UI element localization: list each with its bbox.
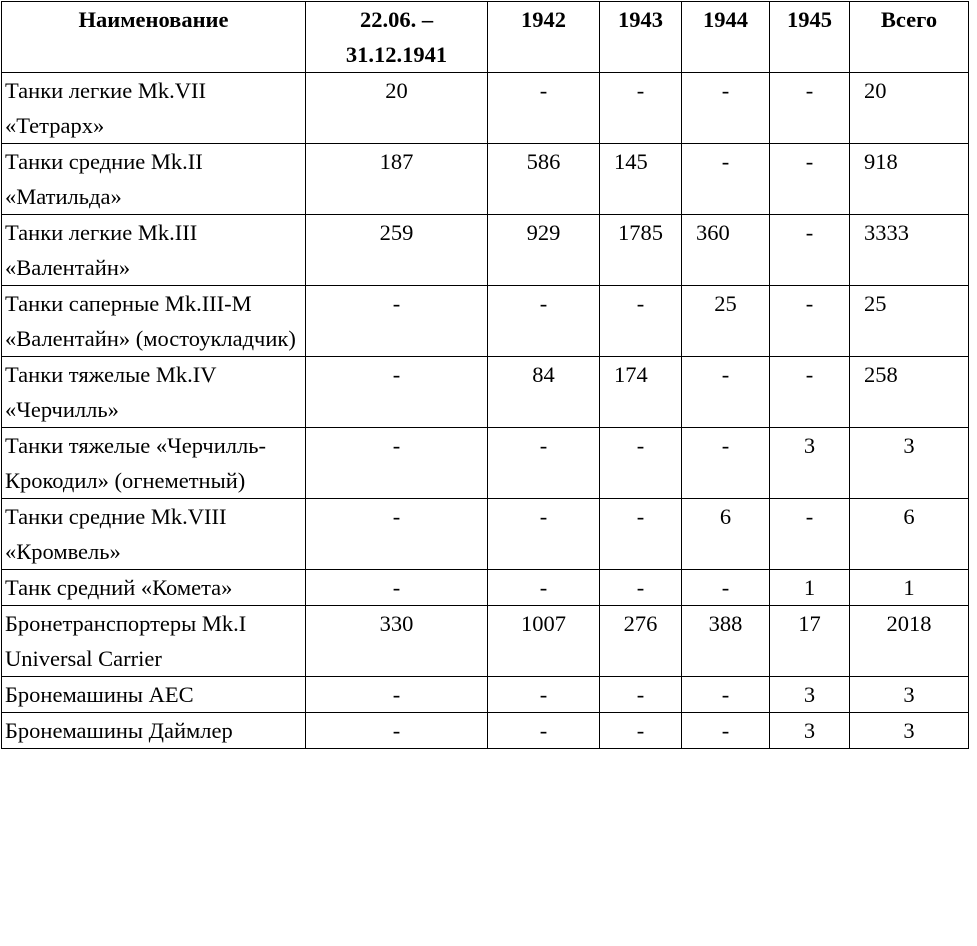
- cell-year-1941: 187: [306, 144, 488, 215]
- cell-year-1943: -: [600, 286, 682, 357]
- cell-year-1941: -: [306, 428, 488, 499]
- table-row: [2, 570, 969, 606]
- header-1945: 1945: [770, 2, 850, 73]
- cell-year-1945: 3: [770, 677, 850, 713]
- row-name-cell: Танк средний «Комета»: [2, 570, 306, 606]
- cell-year-1943: -: [600, 73, 682, 144]
- row-name-cell: Танки тяжелые Mk.IV «Черчилль»: [2, 357, 306, 428]
- table-row: [2, 677, 969, 713]
- cell-year-1942: 586: [488, 144, 600, 215]
- cell-year-1945: 1: [770, 570, 850, 606]
- cell-year-1942: -: [488, 713, 600, 749]
- table-row: [2, 499, 969, 570]
- cell-year-1945: -: [770, 73, 850, 144]
- supply-table: [1, 1, 969, 749]
- cell-year-1941: 20: [306, 73, 488, 144]
- cell-year-1945: -: [770, 215, 850, 286]
- cell-year-1942: -: [488, 73, 600, 144]
- cell-total: 2018: [850, 606, 969, 677]
- cell-year-1943: -: [600, 428, 682, 499]
- cell-year-1942: -: [488, 499, 600, 570]
- cell-year-1944: -: [682, 428, 770, 499]
- cell-year-1942: -: [488, 428, 600, 499]
- table-body: [2, 73, 969, 749]
- cell-year-1942: 1007: [488, 606, 600, 677]
- cell-year-1943: -: [600, 677, 682, 713]
- header-period-1941: [306, 2, 488, 73]
- cell-total: 6: [850, 499, 969, 570]
- cell-total: 25: [850, 286, 969, 357]
- cell-year-1945: -: [770, 499, 850, 570]
- cell-year-1945: 3: [770, 713, 850, 749]
- row-name-cell: Танки легкие Mk.III «Валентайн»: [2, 215, 306, 286]
- row-name-cell: Танки тяжелые «Черчилль-Крокодил» (огнеметный): [2, 428, 306, 499]
- cell-year-1945: 3: [770, 428, 850, 499]
- row-name-cell: Танки средние Mk.VIII «Кромвель»: [2, 499, 306, 570]
- cell-year-1943: -: [600, 713, 682, 749]
- row-name-cell: Бронемашины Даймлер: [2, 713, 306, 749]
- cell-year-1945: -: [770, 286, 850, 357]
- cell-year-1941: 330: [306, 606, 488, 677]
- cell-year-1941: -: [306, 499, 488, 570]
- row-name-cell: Бронетранспортеры Mk.I Universal Carrier: [2, 606, 306, 677]
- cell-year-1945: -: [770, 144, 850, 215]
- cell-year-1942: -: [488, 286, 600, 357]
- cell-year-1944: -: [682, 357, 770, 428]
- header-period-1941-line2: 31.12.1941: [345, 42, 448, 67]
- row-name-cell: Танки средние Mk.II «Матильда»: [2, 144, 306, 215]
- cell-year-1944: -: [682, 713, 770, 749]
- row-name-cell: Танки легкие Mk.VII «Тетрарх»: [2, 73, 306, 144]
- table-row: [2, 606, 969, 677]
- cell-year-1943: 1785: [600, 215, 682, 286]
- cell-year-1945: 17: [770, 606, 850, 677]
- row-name-cell: Танки саперные Mk.III-М «Валентайн» (мостоукладчик): [2, 286, 306, 357]
- cell-year-1945: -: [770, 357, 850, 428]
- row-name-cell: Бронемашины АЕС: [2, 677, 306, 713]
- table-row: [2, 713, 969, 749]
- cell-year-1941: -: [306, 713, 488, 749]
- cell-total: 258: [850, 357, 969, 428]
- cell-year-1944: -: [682, 677, 770, 713]
- table-header: [2, 2, 969, 73]
- cell-year-1942: -: [488, 570, 600, 606]
- header-period-1941-line1: 22.06. –: [359, 7, 434, 32]
- table-row: [2, 428, 969, 499]
- cell-year-1944: -: [682, 144, 770, 215]
- cell-total: 3: [850, 428, 969, 499]
- cell-year-1944: 360: [682, 215, 770, 286]
- header-1942: 1942: [488, 2, 600, 73]
- cell-year-1943: 174: [600, 357, 682, 428]
- cell-year-1941: 259: [306, 215, 488, 286]
- header-row: [2, 2, 969, 73]
- cell-year-1944: -: [682, 570, 770, 606]
- header-1944: 1944: [682, 2, 770, 73]
- cell-year-1942: -: [488, 677, 600, 713]
- cell-year-1943: 276: [600, 606, 682, 677]
- cell-total: 20: [850, 73, 969, 144]
- cell-total: 3: [850, 713, 969, 749]
- cell-total: 918: [850, 144, 969, 215]
- header-total: Всего: [850, 2, 969, 73]
- table-row: [2, 215, 969, 286]
- cell-year-1943: 145: [600, 144, 682, 215]
- cell-total: 3: [850, 677, 969, 713]
- cell-total: 3333: [850, 215, 969, 286]
- cell-year-1941: -: [306, 570, 488, 606]
- cell-year-1941: -: [306, 357, 488, 428]
- header-1943: 1943: [600, 2, 682, 73]
- cell-year-1943: -: [600, 499, 682, 570]
- cell-year-1944: 388: [682, 606, 770, 677]
- cell-year-1941: -: [306, 677, 488, 713]
- table-row: [2, 144, 969, 215]
- cell-year-1943: -: [600, 570, 682, 606]
- header-name: Наименование: [2, 2, 306, 73]
- cell-year-1944: 6: [682, 499, 770, 570]
- cell-total: 1: [850, 570, 969, 606]
- cell-year-1942: 929: [488, 215, 600, 286]
- table-row: [2, 286, 969, 357]
- table-row: [2, 73, 969, 144]
- cell-year-1944: -: [682, 73, 770, 144]
- cell-year-1941: -: [306, 286, 488, 357]
- cell-year-1944: 25: [682, 286, 770, 357]
- table-row: [2, 357, 969, 428]
- cell-year-1942: 84: [488, 357, 600, 428]
